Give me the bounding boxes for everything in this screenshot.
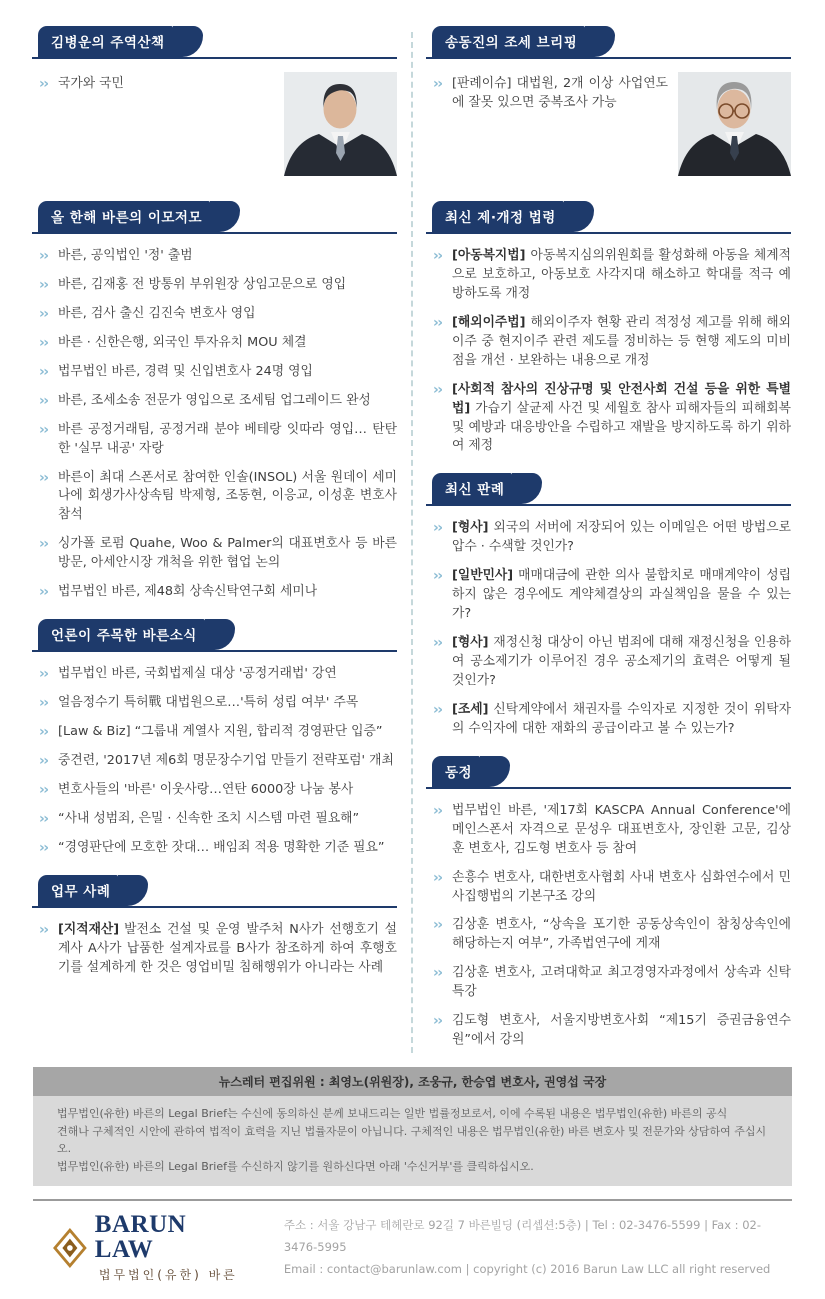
section-legislation [426, 201, 791, 456]
double-chevron-icon: ›› [433, 917, 442, 934]
section-header [426, 26, 791, 59]
item-category: [사회적 참사의 진상규명 및 안전사회 건설 등을 위한 특별법] [452, 381, 791, 416]
list-item[interactable] [433, 314, 791, 371]
item-text [58, 469, 397, 526]
portrait-silhouette [678, 72, 791, 176]
double-chevron-icon: ›› [39, 334, 48, 351]
item-title: “경영판단에 모호한 잣대… 배임죄 적용 명확한 기준 필요” [58, 839, 385, 855]
double-chevron-icon: ›› [39, 363, 48, 380]
list-item[interactable] [39, 665, 397, 684]
item-title: 손흥수 변호사, 대한변호사협회 사내 변호사 심화연수에서 민사집행법의 기본구조 강의 [452, 869, 791, 904]
double-chevron-icon: ›› [39, 305, 48, 322]
item-title: 얼음정수기 특허戰 대법원으로…'특허 성립 여부' 주목 [58, 695, 359, 711]
double-chevron-icon: ›› [433, 568, 442, 585]
item-text [58, 75, 274, 94]
list-item[interactable] [39, 839, 397, 858]
double-chevron-icon: ›› [39, 392, 48, 409]
disclaimer-line: 견해나 구체적인 시안에 관하여 법적이 효력을 지닌 법률자문이 아닙니다. 구체적인 내용은 법무법인(유한) 바른 변호사 및 전문가와 상담하여 주십시오. [57, 1124, 767, 1156]
double-chevron-icon: ›› [433, 248, 442, 264]
item-text [452, 916, 791, 954]
section-title-banner [432, 26, 585, 57]
list-item[interactable] [433, 381, 791, 457]
section-kim-juyeok [32, 26, 397, 184]
double-chevron-icon: ›› [39, 810, 48, 827]
item-title: 재정신청 대상이 아닌 범죄에 대해 재정신청을 인용하여 공소제기가 이루어진 경우 공소제기의 효력은 어떻게 될 것인가? [452, 635, 791, 688]
item-category: [해외이주법] [452, 314, 526, 330]
portrait-silhouette [284, 72, 397, 176]
section-title: 김병운의 주역산책 [51, 35, 165, 51]
item-title: [Law & Biz] “그룹내 계열사 지원, 합리적 경영판단 입증” [58, 724, 383, 739]
item-text [452, 519, 791, 557]
footer-bottom [33, 1201, 792, 1299]
item-text [58, 305, 397, 324]
section-title: 언론이 주목한 바른소식 [51, 628, 197, 645]
item-text [452, 314, 791, 371]
item-title: 바른, 검사 출신 김진숙 변호사 영입 [58, 305, 256, 321]
section-title-banner [432, 756, 480, 787]
item-title: “사내 성범죄, 은밀 · 신속한 조치 시스템 마련 필요해” [58, 810, 360, 826]
list-item[interactable] [433, 634, 791, 691]
list-item[interactable] [39, 723, 397, 742]
double-chevron-icon: ›› [433, 965, 442, 982]
list-item[interactable] [39, 334, 397, 353]
section-title-banner [38, 201, 210, 232]
left-column [32, 26, 397, 1067]
item-text [58, 839, 397, 858]
double-chevron-icon: ›› [433, 1013, 442, 1030]
item-category: [형사] [452, 635, 489, 651]
double-chevron-icon: ›› [39, 781, 48, 798]
double-chevron-icon: ›› [433, 635, 442, 652]
logo-wordmark: BARUN LAW [94, 1211, 187, 1264]
item-title: 김상훈 변호사, “상속을 포기한 공동상속인이 참칭상속인에 해당하는지 여부”, 가족법연구에 게재 [452, 917, 791, 952]
item-text [58, 392, 397, 411]
double-chevron-icon: ›› [39, 724, 48, 740]
section-title: 최신 판례 [445, 482, 505, 499]
list-item[interactable] [39, 535, 397, 573]
double-chevron-icon: ›› [39, 248, 48, 264]
double-chevron-icon: ›› [39, 536, 48, 553]
section-title: 올 한해 바른의 이모저모 [51, 210, 203, 226]
item-text [58, 247, 397, 266]
logo-text [95, 1212, 242, 1283]
item-text [58, 334, 397, 353]
item-title: 법무법인 바른, 제48회 상속신탁연구회 세미나 [58, 584, 318, 600]
double-chevron-icon: ›› [39, 76, 48, 92]
list-item[interactable] [433, 75, 668, 113]
item-title: 바른, 김재홍 전 방통위 부위원장 상임고문으로 영입 [58, 276, 347, 292]
double-chevron-icon: ›› [433, 76, 442, 92]
item-title: 중견련, '2017년 제6회 명문장수기업 만들기 전략포럼' 개최 [58, 752, 394, 768]
contact-email[interactable]: Email : contact@barunlaw.com | copyright (c) 2016 Barun Law LLC all right reserved [283, 1261, 771, 1276]
section-barun-highlights [32, 201, 397, 602]
double-chevron-icon: ›› [39, 421, 48, 438]
list-item[interactable] [39, 921, 397, 978]
double-chevron-icon: ›› [39, 469, 48, 486]
section-title-banner [432, 201, 564, 232]
item-title: 싱가폴 로펌 Quahe, Woo & Palmer의 대표변호사 등 바른 방문, 아세안시장 개척을 위한 협업 논의 [58, 536, 397, 571]
item-title: 법무법인 바른, '제17회 KASCPA Annual Conference'에 메인스폰서 자격으로 문성우 대표변호사, 장인환 고문, 김상훈 변호사, 김도형 변호사 등 참여 [452, 802, 791, 856]
list-item[interactable] [39, 810, 397, 829]
double-chevron-icon: ›› [433, 381, 442, 398]
item-text [58, 535, 397, 573]
item-text [58, 363, 397, 382]
section-precedents [426, 473, 791, 738]
section-tax-briefing [426, 26, 791, 184]
list-item[interactable] [39, 421, 397, 459]
item-title: 김도형 변호사, 서울지방변호사회 “제15기 증권금융연수원”에서 강의 [452, 1013, 791, 1048]
section-title-banner [432, 473, 512, 504]
barun-law-logo [53, 1212, 242, 1283]
section-title: 동정 [445, 764, 473, 781]
item-title: 해외이주자 현황 관리 적정성 제고를 위해 해외이주 중 현지이주 관련 제도를 정비하는 등 현행 제도의 미비점을 개선 · 보완하는 내용으로 개정 [452, 314, 791, 368]
list-item[interactable] [39, 75, 274, 94]
item-category: [일반민사] [452, 568, 514, 584]
list-item[interactable] [39, 305, 397, 324]
item-title: 변호사들의 '바른' 이웃사랑…연탄 6000장 나눔 봉사 [58, 781, 354, 797]
section-header [426, 473, 791, 506]
disclaimer-box [33, 1096, 792, 1186]
item-title: 매매대금에 관한 의사 불합치로 매매계약이 성립하지 않은 경우에도 계약체결상의 과실책임을 물을 수 있는가? [452, 568, 791, 622]
portrait-photo-song-dong-jin [678, 72, 791, 176]
item-title: 국가와 국민 [58, 76, 124, 91]
item-text [452, 567, 791, 624]
item-text [452, 802, 791, 859]
item-title: 김상훈 변호사, 고려대학교 최고경영자과정에서 상속과 신탁 특강 [452, 965, 791, 1000]
item-title: 가습기 살균제 사건 및 세월호 참사 피해자들의 피해회복 및 예방과 대응방안을 수립하고 재발을 방지하도록 하기 위하여 제정 [452, 400, 791, 454]
editors-bar [33, 1067, 792, 1096]
item-title: 바른 공정거래팀, 공정거래 분야 베테랑 잇따라 영입… 탄탄한 '실무 내공' 자랑 [58, 421, 397, 456]
section-header [426, 756, 791, 789]
section-title-banner [38, 619, 205, 650]
item-text [58, 421, 397, 459]
double-chevron-icon: ›› [39, 839, 48, 856]
section-title: 최신 제·개정 법령 [445, 210, 556, 226]
item-text [58, 723, 397, 742]
list-item[interactable] [433, 519, 791, 557]
item-title: 외국의 서버에 저장되어 있는 이메일은 어떤 방법으로 압수 · 수색할 것인가? [452, 520, 791, 555]
list-item[interactable] [39, 694, 397, 713]
item-title: 바른, 공익법인 '정' 출범 [58, 248, 193, 263]
item-title: 아동복지심의위원회를 활성화해 아동을 체계적으로 보호하고, 아동보호 사각지대 해소하고 학대를 적극 예방하도록 개정 [452, 248, 791, 301]
footer [0, 1067, 825, 1299]
section-title: 송동진의 조세 브리핑 [445, 35, 578, 51]
item-text [58, 694, 397, 713]
disclaimer-line: 법무법인(유한) 바른의 Legal Brief를 수신하지 않기를 원하신다면 아래 '수신거부'를 클릭하십시오. [57, 1159, 534, 1173]
list-item[interactable] [433, 1012, 791, 1050]
right-column [426, 26, 791, 1067]
item-category: [지적재산] [58, 921, 120, 937]
list-item[interactable] [39, 583, 397, 602]
section-title: 업무 사례 [51, 883, 111, 900]
item-text [452, 634, 791, 691]
double-chevron-icon: ›› [39, 921, 48, 938]
double-chevron-icon: ›› [433, 869, 442, 886]
editors-text: 뉴스레터 편집위원 : 최영노(위원장), 조웅규, 한승엽 변호사, 권영섭 국장 [218, 1075, 607, 1090]
item-text [452, 1012, 791, 1050]
contact-address: 주소 : 서울 강남구 테헤란로 92길 7 바른빌딩 (리셉션:5층) | Tel : 02-3476-5599 | Fax : 02-3476-5995 [283, 1218, 761, 1255]
item-title: 법무법인 바른, 경력 및 신입변호사 24명 영입 [58, 363, 313, 379]
list-item[interactable] [433, 247, 791, 304]
double-chevron-icon: ›› [39, 695, 48, 712]
section-header [32, 26, 397, 59]
item-text [452, 964, 791, 1002]
column-divider [411, 32, 413, 1053]
double-chevron-icon: ›› [39, 276, 48, 293]
logo-diamond-icon [53, 1227, 87, 1269]
list-item[interactable] [39, 469, 397, 526]
section-header [426, 201, 791, 234]
double-chevron-icon: ›› [39, 666, 48, 683]
item-title: 신탁계약에서 채권자를 수익자로 지정한 것이 위탁자의 수익자에 대한 재화의 공급이라고 볼 수 있는가? [452, 701, 791, 736]
item-text [58, 810, 397, 829]
section-case-study [32, 875, 397, 978]
item-text [452, 381, 791, 457]
item-category: [아동복지법] [452, 248, 526, 263]
double-chevron-icon: ›› [433, 701, 442, 718]
disclaimer-line: 법무법인(유한) 바른의 Legal Brief는 수신에 동의하신 분께 보내드리는 일반 법률정보로서, 이에 수록된 내용은 법무법인(유한) 바른의 공식 [57, 1107, 728, 1121]
item-text [452, 701, 791, 739]
item-text [452, 75, 668, 113]
item-text [58, 921, 397, 978]
double-chevron-icon: ›› [39, 752, 48, 769]
item-title: 법무법인 바른, 국회법제실 대상 '공정거래법' 강연 [58, 666, 337, 682]
list-item[interactable] [433, 567, 791, 624]
item-text [58, 752, 397, 771]
item-text [58, 276, 397, 295]
portrait-photo-kim-byung-woon [284, 72, 397, 176]
item-title: 바른, 조세소송 전문가 영입으로 조세팀 업그레이드 완성 [58, 392, 371, 408]
section-title-banner [38, 26, 173, 57]
item-title: [판례이슈] 대법원, 2개 이상 사업연도에 잘못 있으면 중복조사 가능 [452, 76, 668, 110]
list-item[interactable] [433, 701, 791, 739]
list-item[interactable] [39, 247, 397, 266]
item-text [452, 247, 791, 304]
double-chevron-icon: ›› [433, 314, 442, 331]
list-item[interactable] [433, 802, 791, 859]
item-title: 바른이 최대 스폰서로 참여한 인솔(INSOL) 서울 원데이 세미나에 회생가사상속팀 박제형, 조동현, 이응교, 이성훈 변호사 참석 [58, 469, 397, 523]
list-item[interactable] [433, 869, 791, 907]
item-text [452, 869, 791, 907]
section-header [32, 875, 397, 908]
item-text [58, 583, 397, 602]
list-item[interactable] [39, 392, 397, 411]
item-category: [형사] [452, 520, 489, 536]
item-text [58, 665, 397, 684]
contact-info [284, 1215, 792, 1281]
list-item[interactable] [39, 276, 397, 295]
list-item[interactable] [433, 964, 791, 1002]
item-title: 바른 · 신한은행, 외국인 투자유치 MOU 체결 [58, 334, 307, 350]
section-press-news [32, 619, 397, 858]
list-item[interactable] [39, 363, 397, 382]
double-chevron-icon: ›› [433, 802, 442, 819]
logo-subtitle: 법무법인(유한) 바른 [98, 1268, 238, 1283]
item-category: [조세] [452, 701, 489, 717]
item-title: 발전소 건설 및 운영 발주처 N사가 선행호기 설계사 A사가 납품한 설계자료를 B사가 참조하게 하여 후행호기를 설계하게 한 것은 영업비밀 침해행위가 아니라는 사례 [58, 921, 397, 975]
list-item[interactable] [39, 752, 397, 771]
section-header [32, 201, 397, 234]
double-chevron-icon: ›› [39, 584, 48, 601]
section-activities [426, 756, 791, 1050]
section-title-banner [38, 875, 118, 906]
list-item[interactable] [39, 781, 397, 800]
item-text [58, 781, 397, 800]
double-chevron-icon: ›› [433, 520, 442, 537]
section-header [32, 619, 397, 652]
list-item[interactable] [433, 916, 791, 954]
